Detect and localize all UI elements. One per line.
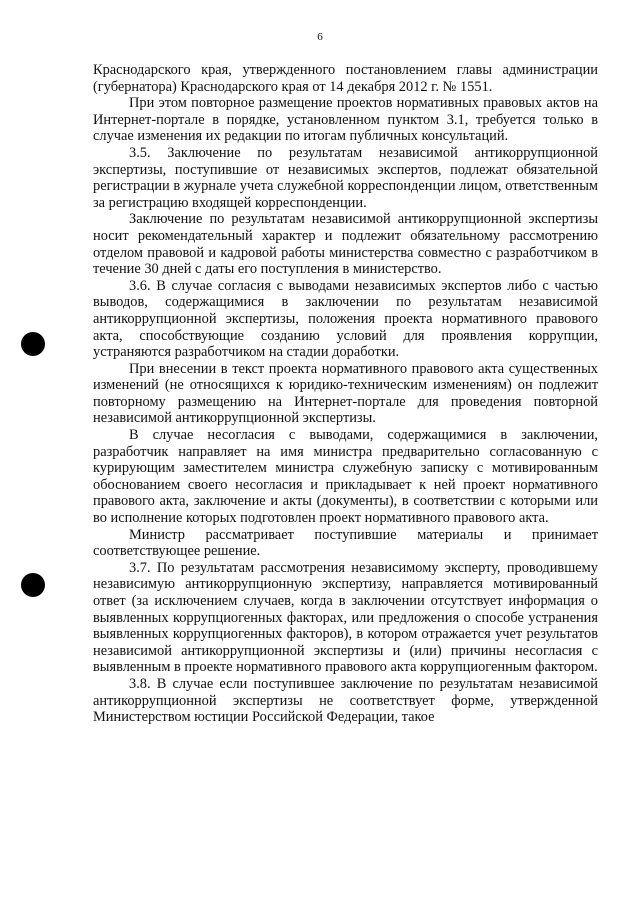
paragraph: 3.7. По результатам рассмотрения независимому эксперту, проводившему независимую антикоррупционную экспертизу, направляется мотивированный ответ (за исключением случаев, когда в заключении отсутствует информация о выявленных коррупциогенных факторах, или предложения о способе устранения выявленных коррупциогенных факторов), в котором отражается учет результатов независимой антикоррупционной экспертизы и (или) причины несогласия с выявленным в проекте нормативного правового акта коррупциогенным фактором.: [93, 559, 598, 676]
punch-hole-mark: [21, 332, 45, 356]
document-body: [93, 62, 598, 726]
paragraph: Заключение по результатам независимой антикоррупционной экспертизы носит рекомендательный характер и подлежит обязательному рассмотрению отделом правовой и кадровой работы министерства совместно с разработчиком в течение 30 дней с даты его поступления в министерство.: [93, 211, 598, 278]
paragraph: Министр рассматривает поступившие материалы и принимает соответствующее решение.: [93, 526, 598, 560]
paragraph: В случае несогласия с выводами, содержащимися в заключении, разработчик направляет на имя министра предварительно согласованную с курирующим заместителем министра служебную записку с мотивированным обоснованием своего несогласия и прикладывает к ней проект нормативного правового акта, заключение и акты (документы), в соответствии с которыми или во исполнение которых подготовлен проект нормативного правового акта.: [93, 427, 598, 527]
paragraph: 3.6. В случае согласия с выводами независимых экспертов либо с частью выводов, содержащимися в заключении по результатам независимой антикоррупционной экспертизы, положения проекта нормативного правового акта, способствующие созданию условий для проявления коррупции, устраняются разработчиком на стадии доработки.: [93, 277, 598, 361]
paragraph: Краснодарского края, утвержденного постановлением главы администрации (губернатора) Краснодарского края от 14 декабря 2012 г. № 1551.: [93, 62, 598, 95]
paragraph: При внесении в текст проекта нормативного правового акта существенных изменений (не относящихся к юридико-техническим изменениям) он подлежит повторному размещению на Интернет-портале для проведения повторной независимой антикоррупционной экспертизы.: [93, 360, 598, 427]
paragraph: 3.8. В случае если поступившее заключение по результатам независимой антикоррупционной экспертизы не соответствует форме, утвержденной Министерством юстиции Российской Федерации, такое: [93, 675, 598, 726]
page-number: 6: [317, 31, 323, 43]
paragraph: 3.5. Заключение по результатам независимой антикоррупционной экспертизы, поступившие от независимых экспертов, подлежат обязательной регистрации в журнале учета служебной корреспонденции лицом, ответственным за регистрацию входящей корреспонденции.: [93, 144, 598, 211]
punch-hole-mark: [21, 573, 45, 597]
paragraph: При этом повторное размещение проектов нормативных правовых актов на Интернет-портале в порядке, установленном пунктом 3.1, требуется только в случае изменения их редакции по итогам публичных консультаций.: [93, 95, 598, 145]
